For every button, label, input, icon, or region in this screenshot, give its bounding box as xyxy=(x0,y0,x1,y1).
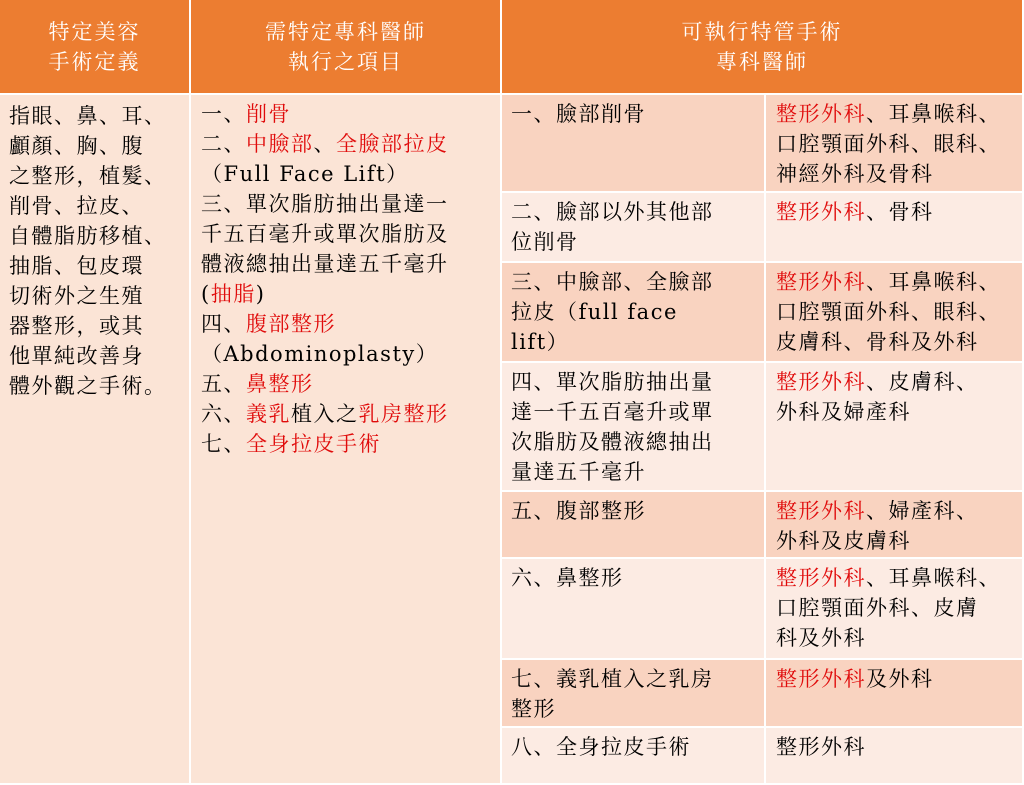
definition-line: 器整形，或其 xyxy=(9,314,144,338)
header-specialists-line-1: 可執行特管手術 xyxy=(681,19,843,44)
definition-line: 抽脂、包皮環 xyxy=(9,254,144,278)
specialist-rest: 口腔顎面外科、皮膚 xyxy=(776,596,979,620)
specialist-rest: 、耳鼻喉科、 xyxy=(866,102,1001,126)
definition-line: 削骨、拉皮、 xyxy=(9,194,144,218)
specialist-line xyxy=(776,593,1016,623)
definition-line: 指眼、鼻、耳、 xyxy=(9,104,167,128)
header-items-line-2: 執行之項目 xyxy=(288,49,403,74)
specialist-line xyxy=(776,99,1016,129)
procedure-cell xyxy=(502,492,766,559)
specialist-line xyxy=(776,197,1016,227)
procedure-line: 三、中臉部、全臉部 xyxy=(511,270,714,294)
definition-line: 切術外之生殖 xyxy=(9,284,144,308)
procedure-line: 六、鼻整形 xyxy=(511,566,624,590)
procedure-text xyxy=(502,363,764,487)
specialist-rest: 、婦產科、 xyxy=(866,499,979,523)
specialist-cell xyxy=(766,559,1024,660)
procedure-text xyxy=(502,193,764,257)
specialist-rest: 、耳鼻喉科、 xyxy=(866,566,1001,590)
definition-line: 他單純改善身 xyxy=(9,344,144,368)
specialist-text xyxy=(766,660,1022,694)
item-line-12: 七、全身拉皮手術 xyxy=(201,432,381,456)
item-line-4: 三、單次脂肪抽出量達一 xyxy=(201,192,449,216)
specialist-cell xyxy=(766,660,1024,728)
specialist-line xyxy=(776,267,1016,297)
specialist-line xyxy=(776,526,1016,556)
item-line-9: （Abdominoplasty） xyxy=(201,342,439,366)
procedure-text xyxy=(502,263,764,357)
specialist-rest: 及外科 xyxy=(866,667,934,691)
procedure-cell xyxy=(502,660,766,728)
definition-line: 體外觀之手術。 xyxy=(9,374,167,398)
header-specialists-line-2: 專科醫師 xyxy=(716,49,808,74)
specialist-text xyxy=(766,363,1022,427)
specialist-text xyxy=(766,559,1022,653)
items-text xyxy=(191,95,500,459)
specialist-line xyxy=(776,297,1016,327)
specialist-line xyxy=(776,159,1016,189)
procedure-text xyxy=(502,492,764,526)
procedure-line: 拉皮（full face xyxy=(511,300,678,324)
specialist-line xyxy=(776,623,1016,653)
specialist-cell xyxy=(766,492,1024,559)
specialist-cell xyxy=(766,193,1024,263)
procedure-line: 七、義乳植入之乳房 xyxy=(511,667,714,691)
definition-line: 自體脂肪移植、 xyxy=(9,224,167,248)
procedure-cell xyxy=(502,95,766,193)
header-definition-line-2: 手術定義 xyxy=(48,49,141,74)
specialist-rest: 整形外科 xyxy=(776,735,866,759)
specialist-cell xyxy=(766,728,1024,785)
specialist-cell xyxy=(766,363,1024,492)
specialist-primary: 整形外科 xyxy=(776,499,866,523)
specialist-primary: 整形外科 xyxy=(776,667,866,691)
specialist-rest: 外科及婦產科 xyxy=(776,400,911,424)
specialist-rest: 口腔顎面外科、眼科、 xyxy=(776,132,1001,156)
item-line-10: 五、鼻整形 xyxy=(201,372,314,396)
item-line-7: (抽脂) xyxy=(201,282,266,306)
header-items xyxy=(191,0,502,95)
header-definition xyxy=(0,0,191,95)
specialist-line xyxy=(776,129,1016,159)
definition-line: 顱顏、胸、腹 xyxy=(9,134,144,158)
definition-line: 之整形，植髮、 xyxy=(9,164,167,188)
procedure-line: 次脂肪及體液總抽出 xyxy=(511,430,714,454)
specialist-text xyxy=(766,193,1022,227)
specialist-line xyxy=(776,563,1016,593)
procedure-line: 一、臉部削骨 xyxy=(511,102,646,126)
procedure-line: 達一千五百毫升或單 xyxy=(511,400,714,424)
specialist-rest: 口腔顎面外科、眼科、 xyxy=(776,300,1001,324)
procedure-cell xyxy=(502,559,766,660)
specialist-rest: 、骨科 xyxy=(866,200,934,224)
specialist-line xyxy=(776,664,1016,694)
procedure-line: 量達五千毫升 xyxy=(511,460,646,484)
specialist-rest: 、耳鼻喉科、 xyxy=(866,270,1001,294)
procedure-line: 二、臉部以外其他部 xyxy=(511,200,714,224)
procedure-line: 八、全身拉皮手術 xyxy=(511,735,691,759)
procedure-text xyxy=(502,559,764,593)
procedure-line: 五、腹部整形 xyxy=(511,499,646,523)
specialist-line xyxy=(776,397,1016,427)
procedure-cell xyxy=(502,263,766,363)
specialist-line xyxy=(776,496,1016,526)
procedure-line: 四、單次脂肪抽出量 xyxy=(511,370,714,394)
specialist-text xyxy=(766,263,1022,357)
procedure-line: 整形 xyxy=(511,697,556,721)
specialist-rest: 、皮膚科、 xyxy=(866,370,979,394)
specialist-line xyxy=(776,327,1016,357)
header-specialists xyxy=(502,0,1024,95)
specialist-primary: 整形外科 xyxy=(776,200,866,224)
header-definition-line-1: 特定美容 xyxy=(48,19,141,44)
procedure-line: lift） xyxy=(511,330,570,354)
item-line-2: 二、中臉部、全臉部拉皮 xyxy=(201,132,449,156)
header-items-line-1: 需特定專科醫師 xyxy=(265,19,426,44)
specialist-rest: 科及外科 xyxy=(776,626,866,650)
specialist-line xyxy=(776,732,1016,762)
procedure-text xyxy=(502,660,764,724)
item-line-5: 千五百毫升或單次脂肪及 xyxy=(201,222,449,246)
specialist-cell xyxy=(766,263,1024,363)
items-cell xyxy=(191,95,502,785)
item-line-3: （Full Face Lift） xyxy=(201,162,409,186)
specialist-primary: 整形外科 xyxy=(776,270,866,294)
procedure-cell xyxy=(502,193,766,263)
specialist-primary: 整形外科 xyxy=(776,370,866,394)
item-line-11: 六、義乳植入之乳房整形 xyxy=(201,402,449,426)
procedure-line: 位削骨 xyxy=(511,230,579,254)
item-line-1: 一、削骨 xyxy=(201,102,291,126)
specialist-rest: 神經外科及骨科 xyxy=(776,162,934,186)
specialist-cell xyxy=(766,95,1024,193)
specialist-text xyxy=(766,728,1022,762)
procedure-text xyxy=(502,728,764,762)
specialist-primary: 整形外科 xyxy=(776,102,866,126)
procedure-cell xyxy=(502,728,766,785)
item-line-6: 體液總抽出量達五千毫升 xyxy=(201,252,449,276)
specialist-text xyxy=(766,95,1022,189)
specialist-primary: 整形外科 xyxy=(776,566,866,590)
specialist-rest: 皮膚科、骨科及外科 xyxy=(776,330,979,354)
definition-cell xyxy=(0,95,191,785)
specialist-rest: 外科及皮膚科 xyxy=(776,529,911,553)
specialist-line xyxy=(776,367,1016,397)
specialist-text xyxy=(766,492,1022,556)
item-line-8: 四、腹部整形 xyxy=(201,312,336,336)
procedure-text xyxy=(502,95,764,129)
procedure-cell xyxy=(502,363,766,492)
definition-text xyxy=(0,95,189,401)
